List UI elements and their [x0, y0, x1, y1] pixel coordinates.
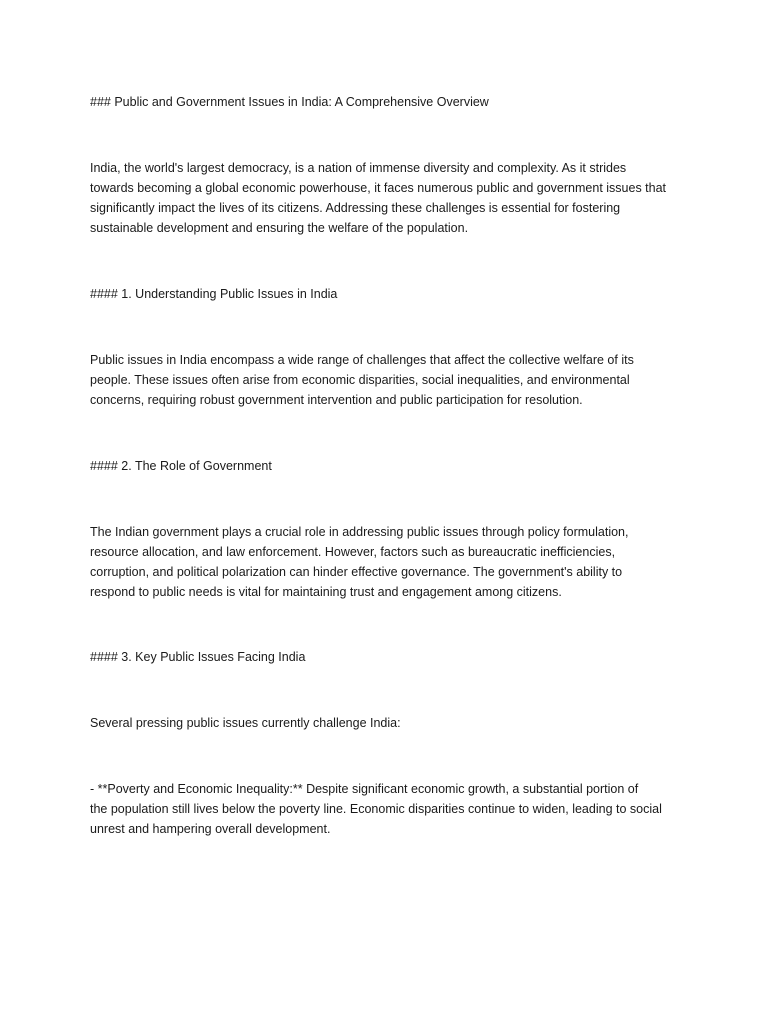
paragraph-line: people. These issues often arise from economic disparities, social inequalities, and environmental	[90, 373, 630, 387]
section3-intro: Several pressing public issues currently challenge India:	[90, 716, 401, 730]
paragraph-line: respond to public needs is vital for maintaining trust and engagement among citizens.	[90, 585, 562, 599]
paragraph-line: significantly impact the lives of its citizens. Addressing these challenges is essential for fostering	[90, 201, 621, 215]
paragraph-line: Public issues in India encompass a wide range of challenges that affect the collective welfare of its	[90, 353, 634, 367]
section-heading: #### 1. Understanding Public Issues in India	[90, 287, 338, 301]
section-heading: #### 2. The Role of Government	[90, 459, 272, 473]
paragraph-line: unrest and hampering overall development.	[90, 822, 331, 836]
paragraph-line: sustainable development and ensuring the welfare of the population.	[90, 221, 469, 235]
paragraph-line: the population still lives below the poverty line. Economic disparities continue to widen, leading to social	[90, 802, 662, 816]
paragraph-line: - **Poverty and Economic Inequality:** Despite significant economic growth, a substantial portion of	[90, 782, 639, 796]
document-title: ### Public and Government Issues in India: A Comprehensive Overview	[90, 95, 489, 109]
section-heading: #### 3. Key Public Issues Facing India	[90, 650, 306, 664]
paragraph-line: India, the world's largest democracy, is a nation of immense diversity and complexity. As it strides	[90, 161, 627, 175]
paragraph-line: The Indian government plays a crucial role in addressing public issues through policy formulation,	[90, 525, 629, 539]
paragraph-line: towards becoming a global economic powerhouse, it faces numerous public and government issues that	[90, 181, 667, 195]
paragraph-line: corruption, and political polarization can hinder effective governance. The government's ability to	[90, 565, 623, 579]
paragraph-line: resource allocation, and law enforcement. However, factors such as bureaucratic inefficiencies,	[90, 545, 616, 559]
paragraph-line: concerns, requiring robust government intervention and public participation for resolution.	[90, 393, 583, 407]
